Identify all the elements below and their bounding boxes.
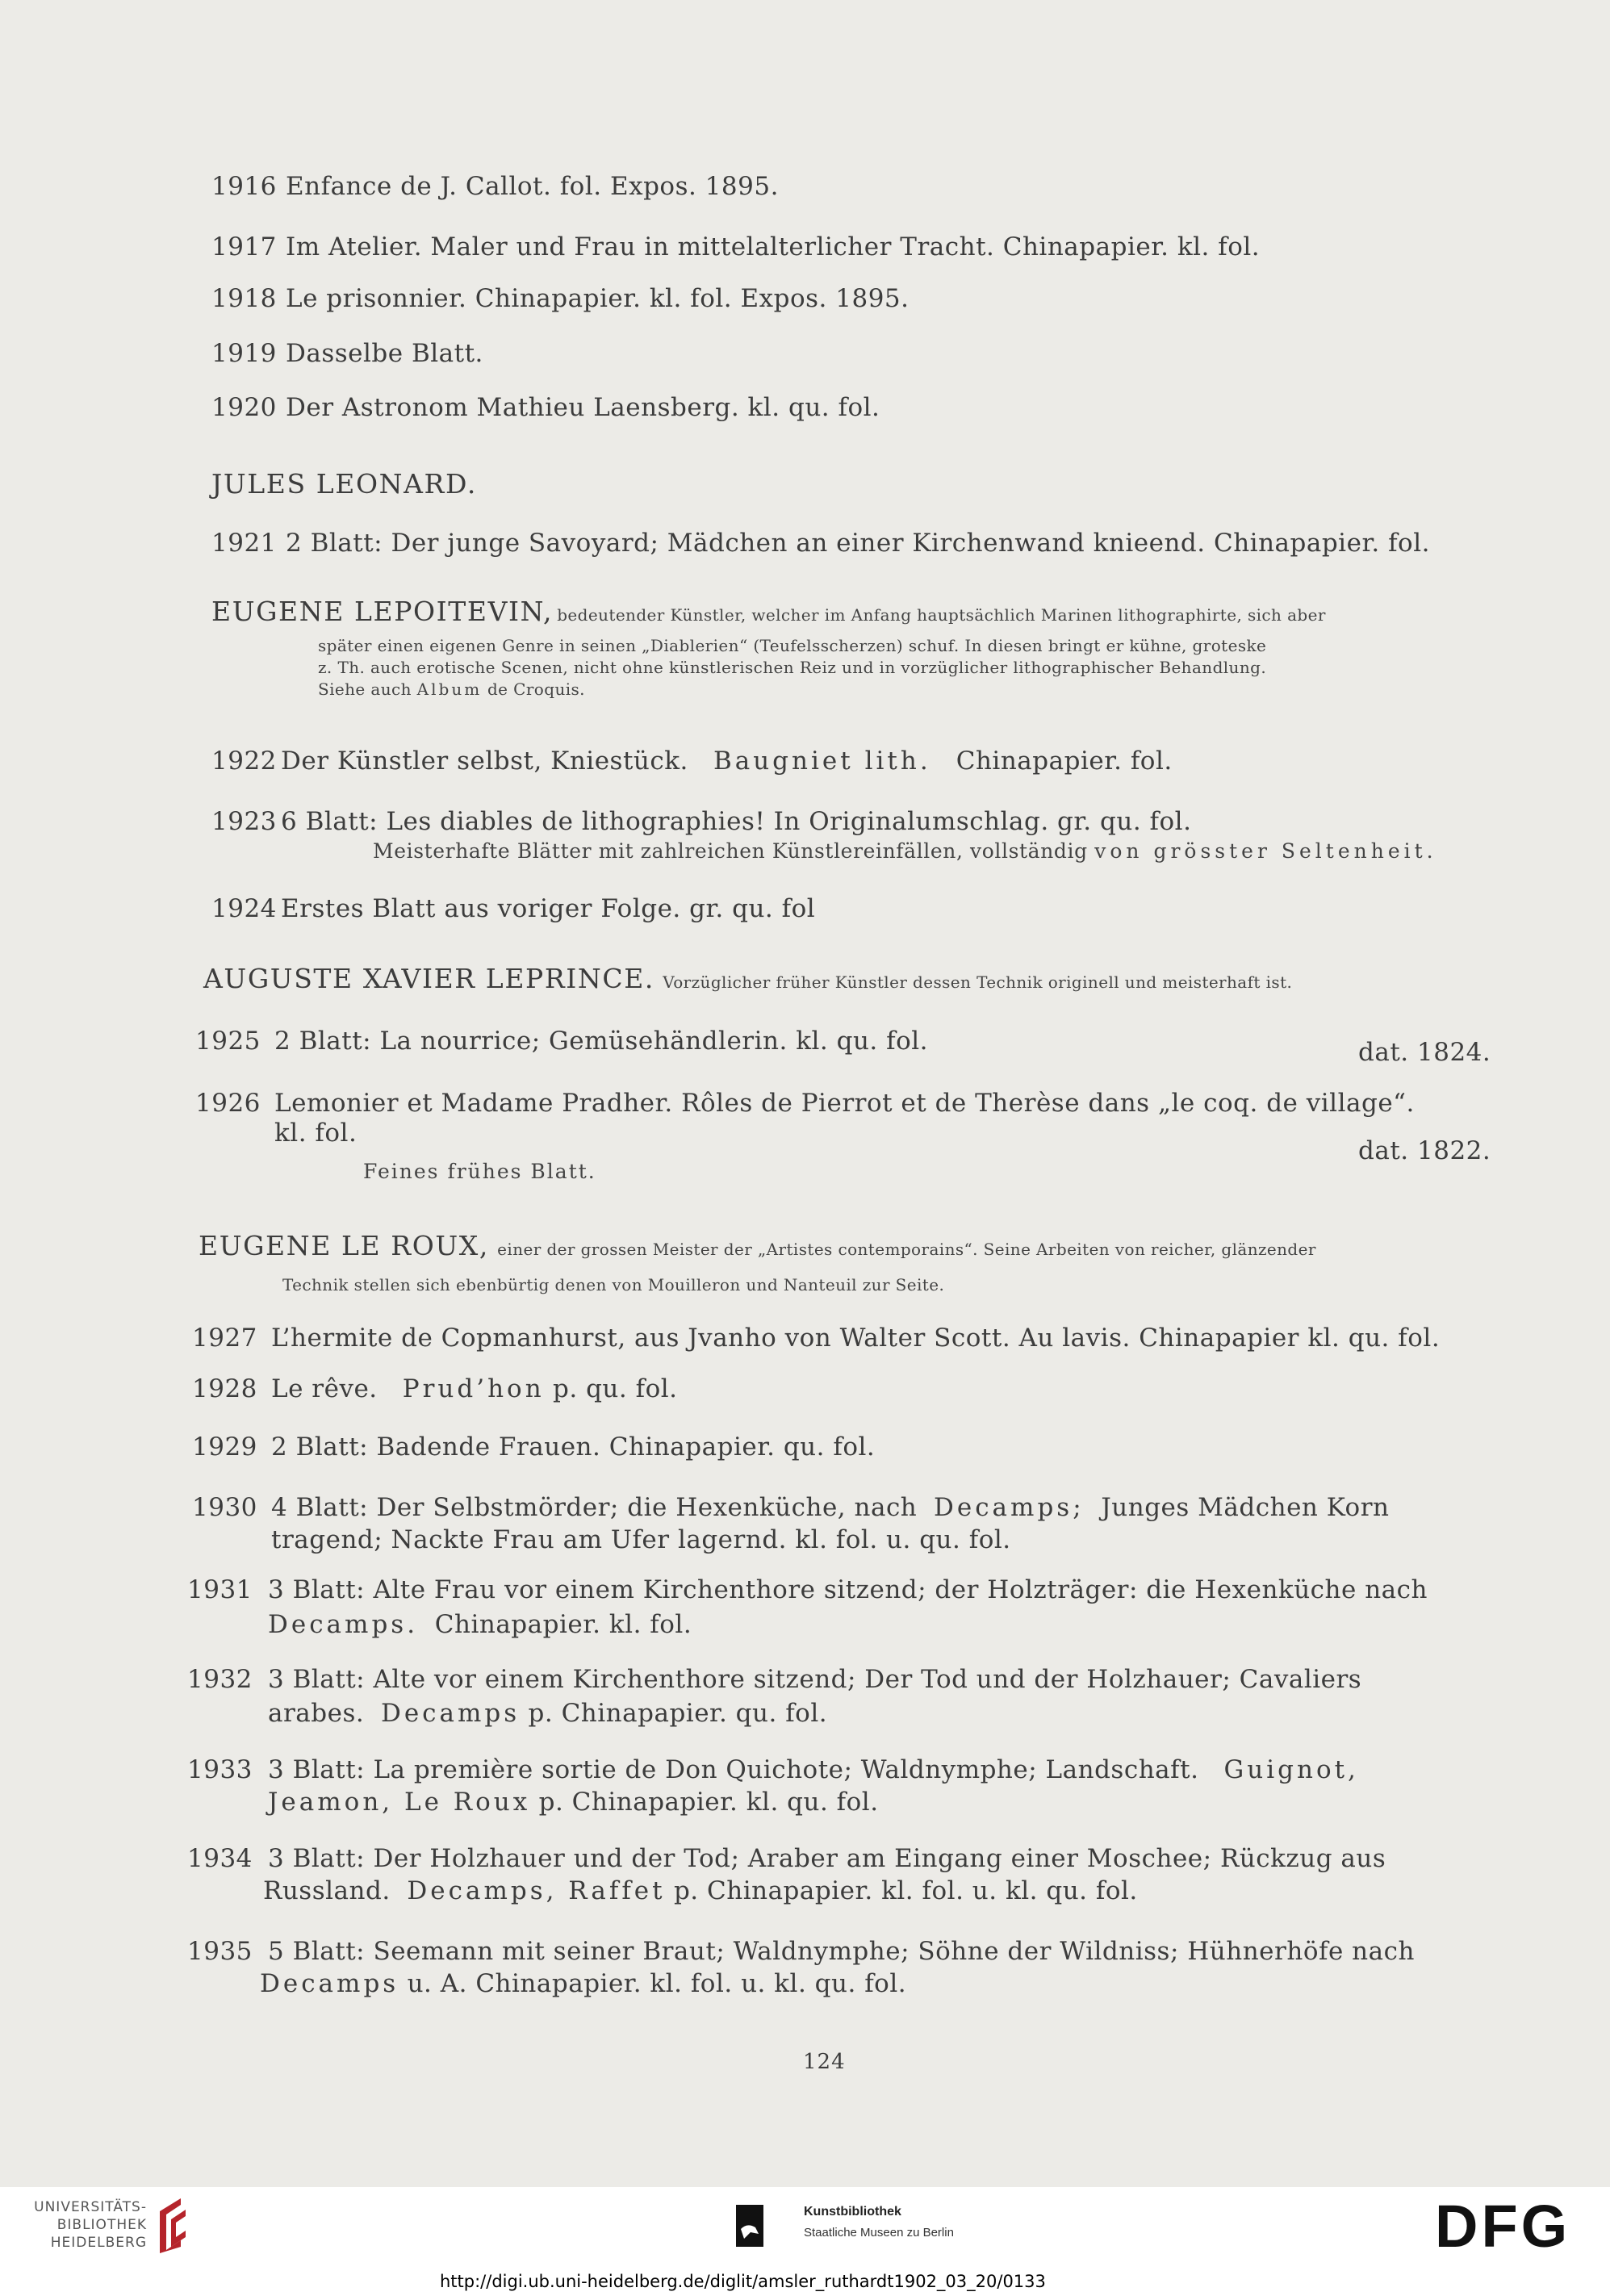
catalog-entry: 1926 Lemonier et Madame Pradher. Rôles de Pierrot et de Therèse dans „le coq. de village“. bbox=[195, 1089, 1415, 1118]
catalog-entry: 1919 Dasselbe Blatt. bbox=[211, 339, 483, 368]
entry-continuation: arabes. Decamps p. Chinapapier. qu. fol. bbox=[268, 1699, 828, 1728]
entry-continuation: Decamps. Chinapapier. kl. fol. bbox=[268, 1610, 692, 1639]
catalog-entry: 1928 Le rêve. Prud’hon p. qu. fol. bbox=[192, 1374, 678, 1403]
entry-continuation: Russland. Decamps, Raffet p. Chinapapier. kl. fol. u. kl. qu. fol. bbox=[263, 1876, 1138, 1905]
artist-heading: EUGENE LEPOITEVIN, bedeutender Künstler, welcher im Anfang hauptsächlich Marinen lithographirte, sich aber bbox=[211, 596, 1326, 627]
catalog-entry: 1917 Im Atelier. Maler und Frau in mittelalterlicher Tracht. Chinapapier. kl. fol. bbox=[211, 232, 1261, 261]
page-number: 124 bbox=[803, 2050, 846, 2074]
catalog-entry: 1927 L’hermite de Copmanhurst, aus Jvanho von Walter Scott. Au lavis. Chinapapier kl. qu. fol. bbox=[192, 1324, 1441, 1353]
catalog-entry: 1918 Le prisonnier. Chinapapier. kl. fol. Expos. 1895. bbox=[211, 284, 910, 313]
catalog-entry: 1921 2 Blatt: Der junge Savoyard; Mädchen an einer Kirchenwand knieend. Chinapapier. fol. bbox=[211, 529, 1430, 558]
catalog-entry: 1929 2 Blatt: Badende Frauen. Chinapapier. qu. fol. bbox=[192, 1432, 876, 1462]
entry-continuation: Decamps u. A. Chinapapier. kl. fol. u. kl. qu. fol. bbox=[260, 1969, 907, 1998]
artist-description: z. Th. auch erotische Scenen, nicht ohne künstlerischen Reiz und in vorzüglicher lithographischer Behandlung. bbox=[318, 658, 1267, 677]
catalog-entry: 1916 Enfance de J. Callot. fol. Expos. 1895. bbox=[211, 172, 779, 201]
kunstbibliothek-logo-icon bbox=[736, 2205, 763, 2247]
catalog-entry: 1933 3 Blatt: La première sortie de Don Quichote; Waldnymphe; Landschaft. Guignot, bbox=[187, 1755, 1359, 1784]
artist-heading: EUGENE LE ROUX, einer der grossen Meister der „Artistes contemporains“. Seine Arbeiten von reicher, glänzender bbox=[199, 1230, 1316, 1261]
entry-continuation: Jeamon, Le Roux p. Chinapapier. kl. qu. fol. bbox=[268, 1788, 879, 1817]
artist-heading: AUGUSTE XAVIER LEPRINCE. Vorzüglicher früher Künstler dessen Technik originell und meisterhaft ist. bbox=[203, 963, 1293, 994]
entry-continuation: kl. fol. bbox=[274, 1119, 358, 1148]
catalog-entry: 1924 Erstes Blatt aus voriger Folge. gr. qu. fol bbox=[211, 894, 816, 923]
entry-continuation: tragend; Nackte Frau am Ufer lagernd. kl. fol. u. qu. fol. bbox=[271, 1525, 1011, 1554]
entry-date: dat. 1822. bbox=[1358, 1136, 1491, 1165]
catalog-entry: 1923 6 Blatt: Les diables de lithographies! In Originalumschlag. gr. qu. fol. bbox=[211, 807, 1192, 836]
catalog-entry: 1920 Der Astronom Mathieu Laensberg. kl. qu. fol. bbox=[211, 393, 880, 422]
artist-description: Siehe auch Album de Croquis. bbox=[318, 680, 585, 699]
entry-date: dat. 1824. bbox=[1358, 1038, 1491, 1067]
digitization-footer bbox=[0, 2187, 1610, 2296]
catalog-entry: 1930 4 Blatt: Der Selbstmörder; die Hexenküche, nach Decamps; Junges Mädchen Korn bbox=[192, 1493, 1390, 1522]
dfg-logo: DFG bbox=[1435, 2193, 1571, 2260]
catalog-entry: 1935 5 Blatt: Seemann mit seiner Braut; Waldnymphe; Söhne der Wildniss; Hühnerhöfe nach bbox=[187, 1937, 1415, 1966]
catalog-entry: 1922 Der Künstler selbst, Kniestück. Baugniet lith. Chinapapier. fol. bbox=[211, 747, 1173, 776]
permalink-url[interactable]: http://digi.ub.uni-heidelberg.de/diglit/amsler_ruthardt1902_03_20/0133 bbox=[440, 2272, 1046, 2291]
entry-note: Meisterhafte Blätter mit zahlreichen Künstlereinfällen, vollständig von grösster Seltenheit. bbox=[373, 839, 1437, 863]
university-library-logo-text: UNIVERSITÄTS- BIBLIOTHEK HEIDELBERG bbox=[34, 2199, 147, 2251]
catalog-entry: 1931 3 Blatt: Alte Frau vor einem Kirchenthore sitzend; der Holzträger: die Hexenküche nach bbox=[187, 1575, 1428, 1604]
catalog-entry: 1925 2 Blatt: La nourrice; Gemüsehändlerin. kl. qu. fol. bbox=[195, 1027, 929, 1056]
entry-note: Feines frühes Blatt. bbox=[363, 1160, 596, 1183]
kunstbibliothek-subtitle: Staatliche Museen zu Berlin bbox=[804, 2226, 954, 2240]
catalog-entry: 1932 3 Blatt: Alte vor einem Kirchenthore sitzend; Der Tod und der Holzhauer; Cavaliers bbox=[187, 1665, 1362, 1694]
catalog-entry: 1934 3 Blatt: Der Holzhauer und der Tod; Araber am Eingang einer Moschee; Rückzug aus bbox=[187, 1844, 1386, 1873]
artist-description: Technik stellen sich ebenbürtig denen von Mouilleron und Nanteuil zur Seite. bbox=[282, 1275, 945, 1294]
kunstbibliothek-title: Kunstbibliothek bbox=[804, 2205, 901, 2219]
artist-heading: JULES LEONARD. bbox=[211, 468, 477, 500]
artist-description: später einen eigenen Genre in seinen „Diablerien“ (Teufelsscherzen) schuf. In diesen bringt er kühne, groteske bbox=[318, 636, 1267, 655]
heidelberg-logo-icon bbox=[153, 2194, 192, 2258]
